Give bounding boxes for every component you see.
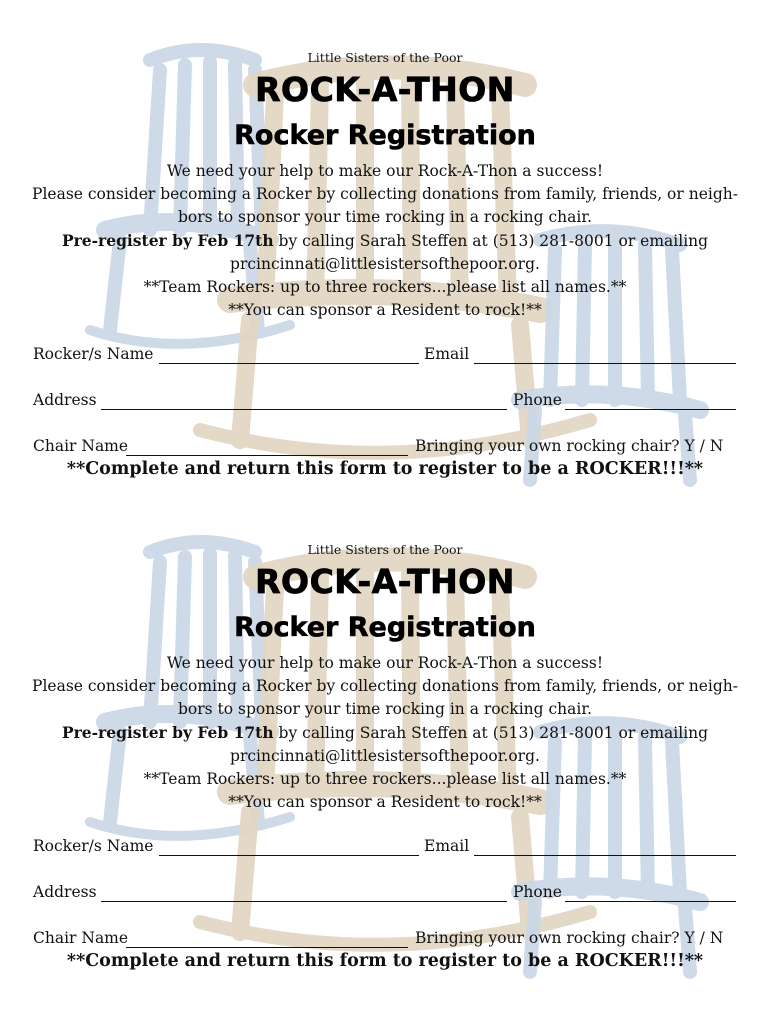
rocker-name-label: Rocker/s Name xyxy=(33,837,154,855)
form-instructions xyxy=(20,652,750,814)
event-title: ROCK-A-THON xyxy=(255,562,515,601)
rocker-name-field[interactable] xyxy=(159,345,419,364)
preregister-contact: by calling Sarah Steffen at (513) 281-8001 or emailing xyxy=(273,724,709,742)
preregister-text xyxy=(20,721,750,745)
consider-text-line1: Please consider becoming a Rocker by collecting donations from family, friends, or neigh- xyxy=(32,677,738,695)
consider-text-line2: bors to sponsor your time rocking in a rocking chair. xyxy=(178,700,592,718)
event-title: ROCK-A-THON xyxy=(255,70,515,109)
chair-name-field[interactable] xyxy=(126,929,408,948)
form-footer: **Complete and return this form to register to be a ROCKER!!!** xyxy=(66,951,704,971)
form-subtitle: Rocker Registration xyxy=(234,612,536,643)
registration-form-top xyxy=(0,0,770,492)
organization-name: Little Sisters of the Poor xyxy=(307,50,463,65)
form-footer: **Complete and return this form to register to be a ROCKER!!!** xyxy=(66,459,704,479)
registration-form-bottom xyxy=(0,492,770,984)
form-instructions xyxy=(20,160,750,322)
consider-text-line2: bors to sponsor your time rocking in a rocking chair. xyxy=(178,208,592,226)
chair-row xyxy=(33,929,738,953)
intro-text: We need your help to make our Rock-A-Thon a success! xyxy=(166,162,604,180)
address-label: Address xyxy=(33,883,97,901)
chair-name-field[interactable] xyxy=(126,437,408,456)
phone-label: Phone xyxy=(513,883,562,901)
chair-name-label: Chair Name xyxy=(33,929,129,947)
email-label: Email xyxy=(424,345,470,363)
address-phone-row xyxy=(33,391,738,415)
chair-name-label: Chair Name xyxy=(33,437,129,455)
address-field[interactable] xyxy=(101,391,507,410)
email-field[interactable] xyxy=(474,345,736,364)
address-field[interactable] xyxy=(101,883,507,902)
sponsor-note: **You can sponsor a Resident to rock!** xyxy=(228,301,542,319)
chair-row xyxy=(33,437,738,461)
sponsor-note: **You can sponsor a Resident to rock!** xyxy=(228,793,542,811)
phone-label: Phone xyxy=(513,391,562,409)
own-chair-question[interactable]: Bringing your own rocking chair? Y / N xyxy=(415,929,724,947)
preregister-deadline: Pre-register by Feb 17th xyxy=(61,723,274,742)
preregister-deadline: Pre-register by Feb 17th xyxy=(61,231,274,250)
preregister-contact: by calling Sarah Steffen at (513) 281-8001 or emailing xyxy=(273,232,709,250)
name-email-row xyxy=(33,345,738,369)
email-field[interactable] xyxy=(474,837,736,856)
preregister-text xyxy=(20,229,750,253)
phone-field[interactable] xyxy=(565,391,736,410)
organization-name: Little Sisters of the Poor xyxy=(307,542,463,557)
rocker-name-field[interactable] xyxy=(159,837,419,856)
phone-field[interactable] xyxy=(565,883,736,902)
name-email-row xyxy=(33,837,738,861)
consider-text-line1: Please consider becoming a Rocker by collecting donations from family, friends, or neigh- xyxy=(32,185,738,203)
address-label: Address xyxy=(33,391,97,409)
intro-text: We need your help to make our Rock-A-Thon a success! xyxy=(166,654,604,672)
team-note: **Team Rockers: up to three rockers...please list all names.** xyxy=(143,278,627,296)
contact-email: prcincinnati@littlesistersofthepoor.org. xyxy=(230,255,540,273)
own-chair-question[interactable]: Bringing your own rocking chair? Y / N xyxy=(415,437,724,455)
contact-email: prcincinnati@littlesistersofthepoor.org. xyxy=(230,747,540,765)
email-label: Email xyxy=(424,837,470,855)
address-phone-row xyxy=(33,883,738,907)
form-subtitle: Rocker Registration xyxy=(234,120,536,151)
team-note: **Team Rockers: up to three rockers...please list all names.** xyxy=(143,770,627,788)
rocker-name-label: Rocker/s Name xyxy=(33,345,154,363)
